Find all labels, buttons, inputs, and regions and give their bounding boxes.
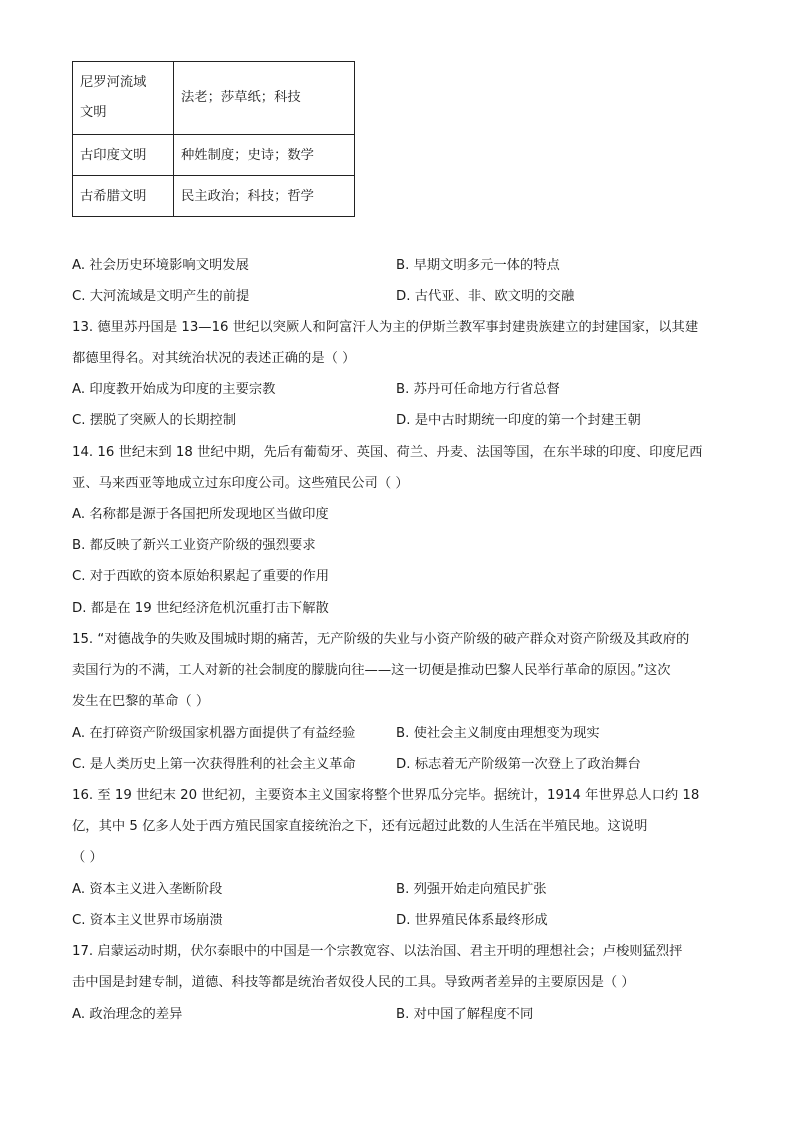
table-cell-civilization-line2: 文明 [80, 105, 107, 120]
q13-stem-line1: 13. 德里苏丹国是 13—16 世纪以突厥人和阿富汗人为主的伊斯兰教军事封建贵族建立的封建国家，以其建 [72, 320, 699, 335]
q15-stem-line3: 发生在巴黎的革命（ ） [72, 694, 210, 709]
q12-option-d: D. 古代亚、非、欧文明的交融 [396, 289, 575, 304]
q16-option-c: C. 资本主义世界市场崩溃 [72, 913, 223, 928]
q15-option-b: B. 使社会主义制度由理想变为现实 [396, 726, 600, 741]
q14-option-a: A. 名称都是源于各国把所发现地区当做印度 [72, 507, 329, 522]
q14-option-d: D. 都是在 19 世纪经济危机沉重打击下解散 [72, 601, 329, 616]
q17-stem-line1: 17. 启蒙运动时期，伏尔泰眼中的中国是一个宗教宽容、以法治国、君主开明的理想社会；卢梭则猛烈抨 [72, 944, 683, 959]
q13-option-c: C. 摆脱了突厥人的长期控制 [72, 413, 237, 428]
q14-option-c: C. 对于西欧的资本原始积累起了重要的作用 [72, 569, 330, 584]
q15-option-c: C. 是人类历史上第一次获得胜利的社会主义革命 [72, 757, 356, 772]
q17-option-a: A. 政治理念的差异 [72, 1007, 183, 1022]
q13-stem-line2: 都德里得名。对其统治状况的表述正确的是（ ） [72, 351, 356, 366]
q16-stem-line2: 亿，其中 5 亿多人处于西方殖民国家直接统治之下，还有远超过此数的人生活在半殖民地。这说明 [72, 819, 648, 834]
table-cell-features: 种姓制度；史诗；数学 [174, 135, 355, 176]
table-cell-features: 法老；莎草纸；科技 [174, 62, 355, 135]
q16-option-d: D. 世界殖民体系最终形成 [396, 913, 548, 928]
q16-stem-line1: 16. 至 19 世纪末 20 世纪初，主要资本主义国家将整个世界瓜分完毕。据统计，1914 年世界总人口约 18 [72, 788, 700, 803]
q14-stem-line1: 14. 16 世纪末到 18 世纪中期，先后有葡萄牙、英国、荷兰、丹麦、法国等国，在东半球的印度、印度尼西 [72, 445, 703, 460]
q13-option-b: B. 苏丹可任命地方行省总督 [396, 382, 560, 397]
q15-stem-line2: 卖国行为的不满，工人对新的社会制度的朦胧向往——这一切便是推动巴黎人民举行革命的原因。”这次 [72, 663, 671, 678]
q14-stem-line2: 亚、马来西亚等地成立过东印度公司。这些殖民公司（ ） [72, 476, 409, 491]
q15-stem-line1: 15. “对德战争的失败及围城时期的痛苦，无产阶级的失业与小资产阶级的破产群众对资产阶级及其政府的 [72, 632, 690, 647]
table-row [73, 176, 355, 217]
q17-stem-line2: 击中国是封建专制，道德、科技等都是统治者奴役人民的工具。导致两者差异的主要原因是（ ） [72, 975, 635, 990]
q15-option-a: A. 在打碎资产阶级国家机器方面提供了有益经验 [72, 726, 356, 741]
table-row [73, 62, 355, 135]
q15-option-d: D. 标志着无产阶级第一次登上了政治舞台 [396, 757, 641, 772]
table-cell-civilization: 古希腊文明 [73, 176, 174, 217]
civilization-table [72, 61, 355, 217]
q13-option-a: A. 印度教开始成为印度的主要宗教 [72, 382, 276, 397]
table-cell-civilization: 古印度文明 [73, 135, 174, 176]
q14-option-b: B. 都反映了新兴工业资产阶级的强烈要求 [72, 538, 316, 553]
table-cell-features: 民主政治；科技；哲学 [174, 176, 355, 217]
q12-option-c: C. 大河流域是文明产生的前提 [72, 289, 250, 304]
table-row [73, 135, 355, 176]
q16-stem-line3: （ ） [72, 850, 103, 865]
table-cell-civilization [73, 62, 174, 135]
table-cell-civilization-line1: 尼罗河流域 [80, 75, 147, 90]
q13-option-d: D. 是中古时期统一印度的第一个封建王朝 [396, 413, 641, 428]
q12-option-a: A. 社会历史环境影响文明发展 [72, 258, 249, 273]
q17-option-b: B. 对中国了解程度不同 [396, 1007, 534, 1022]
q16-option-b: B. 列强开始走向殖民扩张 [396, 882, 547, 897]
q12-option-b: B. 早期文明多元一体的特点 [396, 258, 560, 273]
q16-option-a: A. 资本主义进入垄断阶段 [72, 882, 223, 897]
